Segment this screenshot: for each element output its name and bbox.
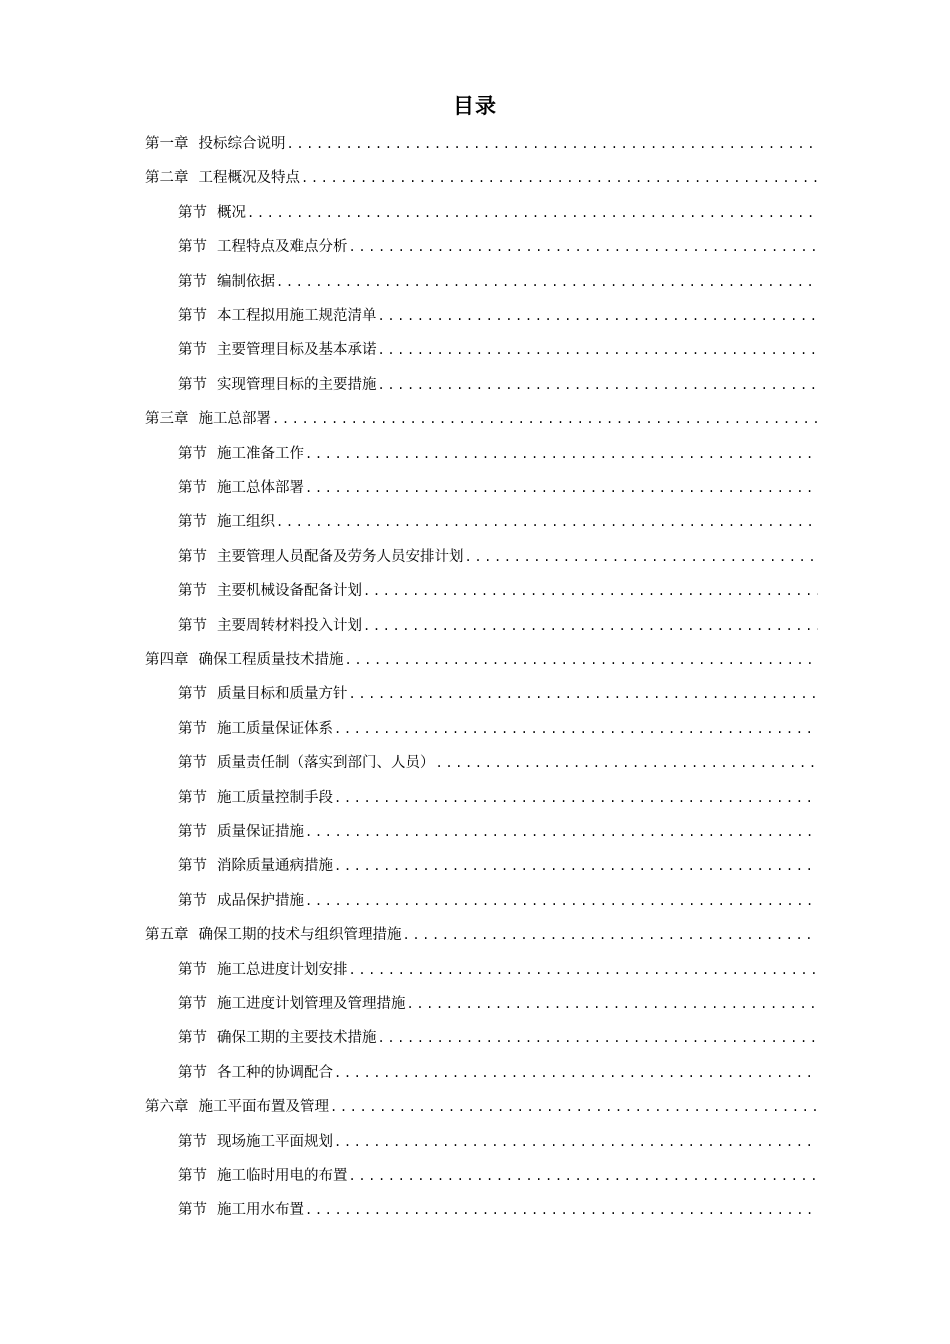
toc-dot-leader <box>349 677 819 711</box>
toc-dot-leader <box>378 1021 819 1055</box>
toc-dot-leader <box>305 1193 818 1227</box>
toc-entry-number: 第节 <box>178 1168 207 1184</box>
toc-dot-leader <box>305 437 818 471</box>
toc-entry-number: 第节 <box>178 858 207 875</box>
toc-entry-title: 施工质量保证体系 <box>217 720 333 737</box>
toc-dot-leader <box>334 1125 818 1159</box>
toc-dot-leader <box>334 781 818 815</box>
toc-dot-leader <box>345 643 819 677</box>
toc-section-entry[interactable] <box>178 505 818 539</box>
toc-entry-title: 主要管理目标及基本承诺 <box>217 342 377 359</box>
toc-chapter-entry[interactable] <box>145 402 818 436</box>
toc-dot-leader <box>363 609 818 643</box>
toc-entry-title: 投标综合说明 <box>198 136 286 152</box>
toc-dot-leader <box>334 712 818 746</box>
toc-entry-title: 施工用水布置 <box>217 1202 304 1219</box>
toc-entry-number: 第节 <box>178 720 207 737</box>
toc-entry-title: 消除质量通病措施 <box>217 858 333 875</box>
toc-section-entry[interactable] <box>178 333 818 367</box>
toc-entry-number: 第节 <box>178 755 207 772</box>
toc-entry-title: 施工组织 <box>217 514 275 531</box>
toc-entry-number: 第节 <box>178 617 207 634</box>
toc-entry-title: 成品保护措施 <box>217 892 304 909</box>
toc-entry-number: 第节 <box>178 273 207 290</box>
toc-section-entry[interactable] <box>178 953 818 987</box>
toc-dot-leader <box>465 540 819 574</box>
toc-entry-number: 第三章 <box>145 411 189 428</box>
toc-entry-number: 第节 <box>178 548 207 565</box>
toc-entry-title: 施工平面布置及管理 <box>198 1099 329 1116</box>
toc-entry-title: 主要机械设备配备计划 <box>217 583 362 600</box>
toc-dot-leader <box>349 953 819 987</box>
toc-entry-title: 编制依据 <box>217 273 275 290</box>
toc-entry-title: 质量目标和质量方针 <box>217 686 348 703</box>
toc-entry-number: 第节 <box>178 583 207 600</box>
toc-dot-leader <box>305 815 818 849</box>
toc-chapter-entry[interactable] <box>145 127 818 161</box>
toc-dot-leader <box>349 1159 819 1193</box>
toc-section-entry[interactable] <box>178 368 818 402</box>
toc-dot-leader <box>407 987 819 1021</box>
toc-section-entry[interactable] <box>178 746 818 780</box>
toc-dot-leader <box>378 333 819 367</box>
toc-title: 目录 <box>453 94 497 118</box>
toc-section-entry[interactable] <box>178 1193 818 1227</box>
toc-entry-number: 第节 <box>178 445 207 462</box>
toc-section-entry[interactable] <box>178 1159 818 1193</box>
toc-entry-number: 第节 <box>178 1202 207 1219</box>
toc-entry-number: 第节 <box>178 376 207 393</box>
toc-entry-number: 第节 <box>178 961 207 978</box>
toc-section-entry[interactable] <box>178 781 818 815</box>
toc-entry-title: 确保工期的技术与组织管理措施 <box>198 927 402 944</box>
toc-entry-title: 工程概况及特点 <box>198 170 300 187</box>
toc-dot-leader <box>276 505 818 539</box>
toc-section-entry[interactable] <box>178 884 818 918</box>
toc-entry-title: 各工种的协调配合 <box>217 1064 333 1081</box>
toc-entry-number: 第一章 <box>145 136 189 152</box>
toc-section-entry[interactable] <box>178 1021 818 1055</box>
toc-entry-title: 实现管理目标的主要措施 <box>217 376 377 393</box>
toc-entry-title: 施工总进度计划安排 <box>217 961 348 978</box>
toc-entry-number: 第节 <box>178 480 207 496</box>
toc-entry-number: 第节 <box>178 204 207 221</box>
toc-entry-title: 施工进度计划管理及管理措施 <box>217 996 406 1012</box>
toc-section-entry[interactable] <box>178 712 818 746</box>
toc-entry-number: 第五章 <box>145 927 189 944</box>
toc-chapter-entry[interactable] <box>145 1090 818 1124</box>
toc-entry-title: 现场施工平面规划 <box>217 1133 333 1150</box>
toc-dot-leader <box>349 230 819 264</box>
toc-entry-title: 质量保证措施 <box>217 824 304 840</box>
toc-entry-title: 确保工程质量技术措施 <box>198 652 344 668</box>
toc-section-entry[interactable] <box>178 1056 818 1090</box>
toc-section-entry[interactable] <box>178 196 818 230</box>
toc-section-entry[interactable] <box>178 265 818 299</box>
toc-entry-number: 第节 <box>178 342 207 359</box>
toc-section-entry[interactable] <box>178 987 818 1021</box>
toc-entry-number: 第节 <box>178 996 207 1012</box>
toc-entry-number: 第六章 <box>145 1099 189 1116</box>
toc-entry-title: 施工准备工作 <box>217 445 304 462</box>
toc-section-entry[interactable] <box>178 1125 818 1159</box>
toc-dot-leader <box>363 574 818 608</box>
toc-dot-leader <box>378 368 819 402</box>
toc-dot-leader <box>276 265 818 299</box>
toc-chapter-entry[interactable] <box>145 643 818 677</box>
toc-entry-number: 第节 <box>178 308 207 324</box>
toc-section-entry[interactable] <box>178 437 818 471</box>
toc-dot-leader <box>272 402 818 436</box>
toc-dot-leader <box>305 884 818 918</box>
toc-section-entry[interactable] <box>178 574 818 608</box>
toc-section-entry[interactable] <box>178 849 818 883</box>
toc-section-entry[interactable] <box>178 815 818 849</box>
toc-entry-number: 第节 <box>178 1064 207 1081</box>
toc-entry-title: 施工临时用电的布置 <box>217 1168 348 1184</box>
toc-chapter-entry[interactable] <box>145 918 818 952</box>
toc-chapter-entry[interactable] <box>145 161 818 195</box>
toc-section-entry[interactable] <box>178 540 818 574</box>
toc-entry-number: 第节 <box>178 1030 207 1047</box>
toc-dot-leader <box>305 471 818 505</box>
toc-dot-leader <box>287 127 819 161</box>
toc-section-entry[interactable] <box>178 609 818 643</box>
toc-entry-title: 主要周转材料投入计划 <box>217 617 362 634</box>
toc-dot-leader <box>330 1090 818 1124</box>
toc-entry-title: 主要管理人员配备及劳务人员安排计划 <box>217 548 464 565</box>
toc-entry-number: 第节 <box>178 514 207 531</box>
toc-entry-number: 第节 <box>178 824 207 840</box>
toc-dot-leader <box>301 161 818 195</box>
toc-section-entry[interactable] <box>178 677 818 711</box>
toc-dot-leader <box>436 746 819 780</box>
toc-entry-number: 第四章 <box>145 652 189 668</box>
toc-entry-title: 施工质量控制手段 <box>217 789 333 806</box>
toc-entry-title: 施工总部署 <box>198 411 271 428</box>
toc-entry-number: 第节 <box>178 892 207 909</box>
toc-section-entry[interactable] <box>178 299 818 333</box>
toc-dot-leader <box>378 299 819 333</box>
toc-entry-title: 质量责任制（落实到部门、人员） <box>217 755 435 772</box>
toc-dot-leader <box>334 1056 818 1090</box>
toc-entry-number: 第节 <box>178 686 207 703</box>
toc-entry-title: 本工程拟用施工规范清单 <box>217 308 377 324</box>
toc-dot-leader <box>247 196 818 230</box>
toc-entry-number: 第节 <box>178 239 207 256</box>
toc-dot-leader <box>403 918 819 952</box>
toc-entry-number: 第节 <box>178 789 207 806</box>
toc-entry-title: 工程特点及难点分析 <box>217 239 348 256</box>
toc-entry-number: 第二章 <box>145 170 189 187</box>
toc-entry-number: 第节 <box>178 1133 207 1150</box>
toc-entry-title: 施工总体部署 <box>217 480 304 496</box>
toc-section-entry[interactable] <box>178 471 818 505</box>
toc-dot-leader <box>334 849 818 883</box>
toc-entry-title: 确保工期的主要技术措施 <box>217 1030 377 1047</box>
toc-entry-title: 概况 <box>217 204 246 221</box>
toc-section-entry[interactable] <box>178 230 818 264</box>
